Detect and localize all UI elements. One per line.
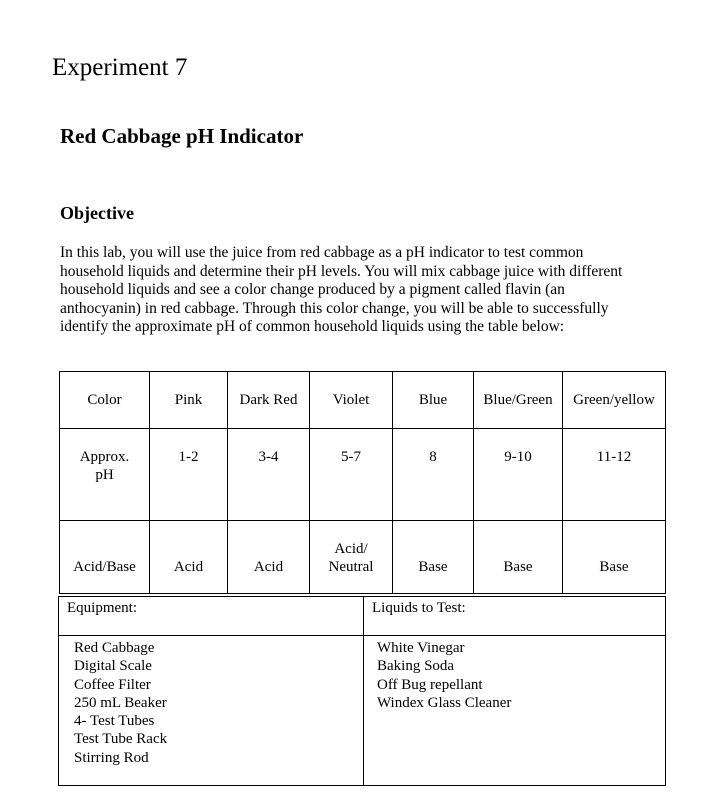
objective-line: identify the approximate pH of common household liquids using the table below: xyxy=(60,318,565,336)
table-cell: Dark Red xyxy=(228,372,310,429)
liquids-list xyxy=(377,639,665,712)
table-row xyxy=(59,597,666,636)
table-cell xyxy=(310,521,393,594)
table-cell: Acid xyxy=(150,521,228,594)
cell-line: Neutral xyxy=(328,559,374,575)
table-cell: Pink xyxy=(150,372,228,429)
ph-color-table xyxy=(59,371,666,594)
materials-table xyxy=(58,596,666,786)
equipment-cell xyxy=(59,636,364,786)
table-cell: 3-4 xyxy=(228,429,310,521)
table-cell: Base xyxy=(393,521,474,594)
objective-text xyxy=(60,244,660,337)
objective-line: In this lab, you will use the juice from red cabbage as a pH indicator to test common xyxy=(60,244,584,261)
table-cell: Base xyxy=(474,521,563,594)
list-item: Off Bug repellant xyxy=(377,676,483,693)
table-cell: Violet xyxy=(310,372,393,429)
table-row xyxy=(60,521,666,594)
table-cell: Acid xyxy=(228,521,310,594)
table-cell: Base xyxy=(563,521,666,594)
objective-line: household liquids and see a color change produced by a pigment called flavin (an xyxy=(60,281,565,299)
row-header-acid-base: Acid/Base xyxy=(60,521,150,594)
table-cell: Blue xyxy=(393,372,474,429)
list-item: Baking Soda xyxy=(377,658,455,675)
list-item: Digital Scale xyxy=(74,658,152,675)
equipment-list xyxy=(74,639,363,767)
table-cell: 11-12 xyxy=(563,429,666,521)
objective-line: anthocyanin) in red cabbage. Through this color change, you will be able to successfully xyxy=(60,299,609,317)
row-header-color: Color xyxy=(60,372,150,429)
objective-line: household liquids and determine their pH levels. You will mix cabbage juice with different xyxy=(60,262,623,280)
list-item: 4- Test Tubes xyxy=(74,713,155,730)
page-title: Red Cabbage pH Indicator xyxy=(60,124,304,148)
row-header-line: pH xyxy=(95,467,114,483)
equipment-header: Equipment: xyxy=(59,597,364,636)
table-cell: 9-10 xyxy=(474,429,563,521)
table-cell: Green/yellow xyxy=(563,372,666,429)
table-cell: 5-7 xyxy=(310,429,393,521)
objective-heading: Objective xyxy=(60,203,134,223)
liquids-header: Liquids to Test: xyxy=(364,597,666,636)
table-cell: Blue/Green xyxy=(474,372,563,429)
table-row xyxy=(60,372,666,429)
list-item: Coffee Filter xyxy=(74,676,151,693)
list-item: White Vinegar xyxy=(377,640,465,656)
table-cell: 1-2 xyxy=(150,429,228,521)
cell-line: Acid/ xyxy=(334,541,368,557)
table-row xyxy=(59,636,666,786)
experiment-label: Experiment 7 xyxy=(52,54,188,81)
list-item: Test Tube Rack xyxy=(74,731,168,748)
row-header-line: Approx. xyxy=(79,449,130,465)
liquids-cell xyxy=(364,636,666,786)
table-row xyxy=(60,429,666,521)
table-cell: 8 xyxy=(393,429,474,521)
list-item: 250 mL Beaker xyxy=(74,694,167,711)
row-header-ph xyxy=(60,429,150,521)
list-item: Red Cabbage xyxy=(74,640,155,656)
list-item: Stirring Rod xyxy=(74,749,149,766)
list-item: Windex Glass Cleaner xyxy=(377,694,512,711)
